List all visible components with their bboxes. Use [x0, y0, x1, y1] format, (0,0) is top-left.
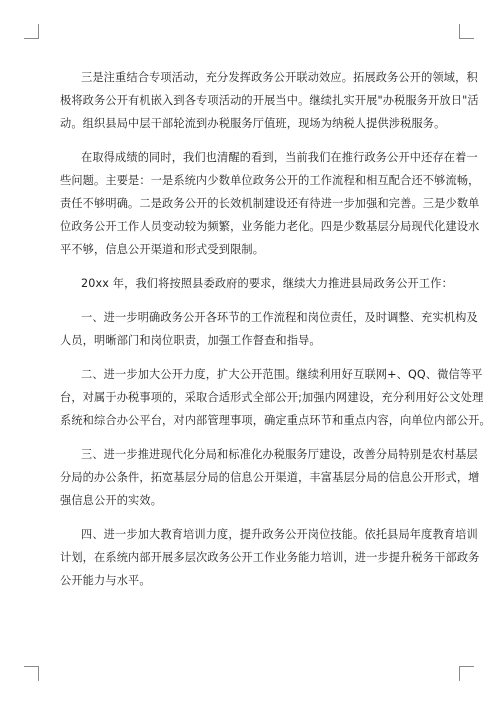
- paragraph-item-four: [60, 523, 480, 592]
- paragraph-line: 20xx 年，我们将按照县委政府的要求，继续大力推进县局政务公开工作：: [81, 277, 453, 290]
- paragraph-line: 四、进一步加大教育培训力度，提升政务公开岗位技能。依托县局年度教育培训: [81, 528, 478, 541]
- crop-mark-top-right: [459, 24, 474, 39]
- paragraph-item-two: [60, 363, 491, 432]
- paragraph-line: 人员，明晰部门和岗位职责，加强工作督查和指导。: [60, 334, 321, 347]
- paragraph-line: 台，对属于办税事项的，采取合适形式全部公开;加强内网建设，充分利用好公文处理: [60, 391, 484, 404]
- paragraph-line: 三、进一步推进现代化分局和标准化办税服务厅建设，改善分局特别是农村基层: [81, 448, 478, 461]
- paragraph-line: 计划，在系统内部开展多层次政务公开工作业务能力培训，进一步提升税务干部政务: [60, 551, 480, 564]
- document-body: [60, 66, 491, 592]
- paragraph-line: 动。组织县局中层干部轮流到办税服务厅值班，现场为纳税人提供涉税服务。: [60, 117, 446, 130]
- paragraph-special-activities: [60, 66, 479, 135]
- paragraph-line: 二、进一步加大公开力度，扩大公开范围。继续利用好互联网+、QQ、微信等平: [81, 368, 483, 381]
- paragraph-item-three: [60, 443, 480, 512]
- paragraph-line: 位政务公开工作人员变动较为频繁，业务能力老化。四是少数基层分局现代化建设水: [60, 220, 480, 233]
- paragraph-line: 分局的办公条件，拓宽基层分局的信息公开渠道，丰富基层分局的信息公开形式，增: [60, 471, 480, 484]
- paragraph-line: 责任不够明确。二是政务公开的长效机制建设还有待进一步加强和完善。三是少数单: [60, 197, 480, 210]
- paragraph-line: 平不够，信息公开渠道和形式受到限制。: [60, 243, 265, 256]
- paragraph-line: 在取得成绩的同时，我们也清醒的看到，当前我们在推行政务公开中还存在着一: [81, 151, 478, 164]
- paragraph-item-one: [60, 306, 478, 352]
- crop-mark-top-left: [24, 24, 39, 39]
- paragraph-line: 系统和综合办公平台，对内部管理事项，确定重点环节和重点内容，向单位内部公开。: [60, 414, 491, 427]
- paragraph-line: 一、进一步明确政务公开各环节的工作流程和岗位责任，及时调整、充实机构及: [81, 311, 478, 324]
- paragraph-plan-intro: [60, 272, 453, 295]
- paragraph-line: 些问题。主要是：一是系统内少数单位政务公开的工作流程和相互配合还不够流畅，: [60, 174, 480, 187]
- crop-mark-bottom-right: [459, 666, 474, 681]
- paragraph-line: 三是注重结合专项活动，充分发挥政务公开联动效应。拓展政务公开的领域，积: [81, 71, 478, 84]
- crop-mark-bottom-left: [24, 666, 39, 681]
- paragraph-line: 极将政务公开有机嵌入到各专项活动的开展当中。继续扎实开展"办税服务开放日"活: [60, 94, 479, 107]
- paragraph-problems: [60, 146, 480, 261]
- paragraph-line: 公开能力与水平。: [60, 574, 151, 587]
- paragraph-line: 强信息公开的实效。: [60, 494, 163, 507]
